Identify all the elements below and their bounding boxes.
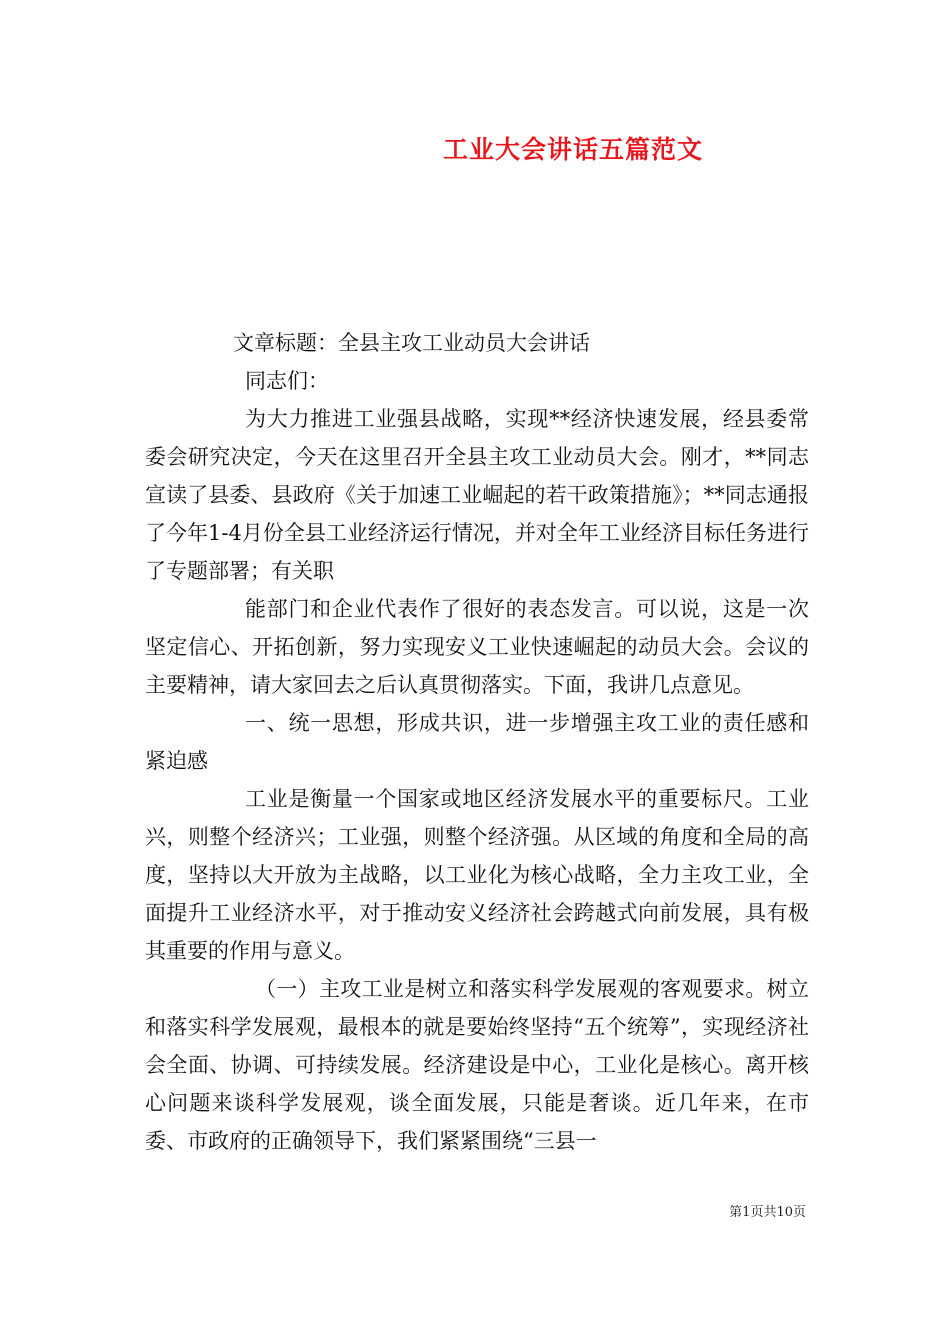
salutation-paragraph: 同志们： xyxy=(245,369,329,393)
body-paragraph: 工业是衡量一个国家或地区经济发展水平的重要标尺。工业兴，则整个经济兴；工业强，则整个经济强。从区域的角度和全局的高度，坚持以大开放为主战略，以工业化为核心战略，全力主攻工业，全面提升工业经济水平，对于推动安义经济社会跨越式向前发展，具有极其重要的作用与意义。 xyxy=(145,787,809,963)
article-heading-paragraph: 文章标题：全县主攻工业动员大会讲话 xyxy=(233,331,590,355)
body-paragraph: 能部门和企业代表作了很好的表态发言。可以说，这是一次坚定信心、开拓创新，努力实现安义工业快速崛起的动员大会。会议的主要精神，请大家回去之后认真贯彻落实。下面，我讲几点意见。 xyxy=(145,597,809,697)
section-heading-paragraph: 一、统一思想，形成共识，进一步增强主攻工业的责任感和紧迫感 xyxy=(145,711,809,773)
document-title: 工业大会讲话五篇范文 xyxy=(442,135,703,164)
body-paragraph: 为大力推进工业强县战略，实现**经济快速发展，经县委常委会研究决定，今天在这里召开全县主攻工业动员大会。刚才，**同志宣读了县委、县政府《关于加速工业崛起的若干政策措施》；**同志通报了今年1-4月份全县工业经济运行情况，并对全年工业经济目标任务进行了专题部署；有关职 xyxy=(145,407,809,583)
subsection-paragraph: （一）主攻工业是树立和落实科学发展观的客观要求。树立和落实科学发展观，最根本的就是要始终坚持“五个统筹”，实现经济社会全面、协调、可持续发展。经济建设是中心，工业化是核心。离开核心问题来谈科学发展观，谈全面发展，只能是奢谈。近几年来，在市委、市政府的正确领导下，我们紧紧围绕“三县一 xyxy=(145,977,809,1153)
page-number-footer: 第1页共10页 xyxy=(729,1205,806,1220)
document-body xyxy=(145,324,809,1160)
